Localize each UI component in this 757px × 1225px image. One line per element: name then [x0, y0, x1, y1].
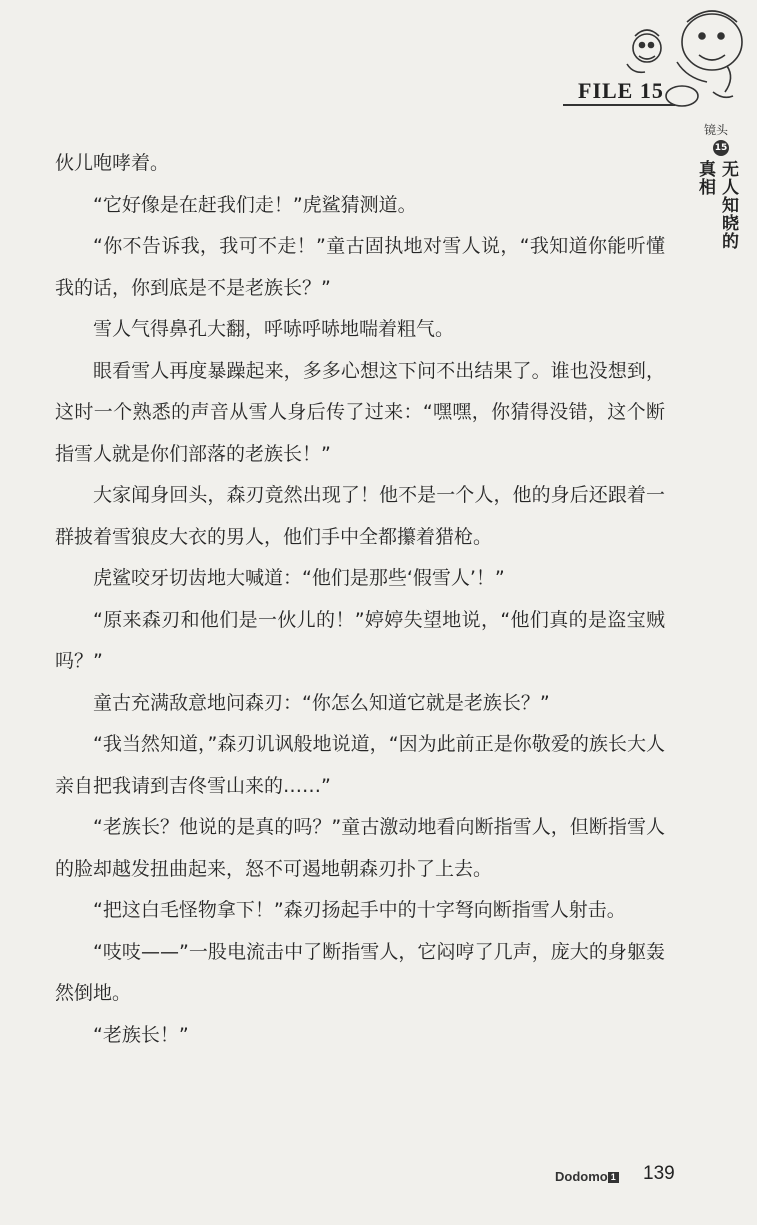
chapter-title-column-2: 真相 — [695, 160, 715, 196]
paragraph: 眼看雪人再度暴躁起来，多多心想这下问不出结果了。谁也没想到，这时一个熟悉的声音从雪人身后传了过来：“嘿嘿，你猜得没错，这个断指雪人就是你们部落的老族长！” — [55, 359, 665, 465]
paragraph: 虎鲨咬牙切齿地大喊道：“他们是那些‘假雪人’！” — [93, 567, 505, 589]
chapter-title-column-1: 无人知晓的 — [718, 160, 738, 250]
paragraph: “它好像是在赶我们走！”虎鲨猜测道。 — [93, 193, 417, 216]
brand-badge: 1 — [608, 1172, 619, 1183]
chapter-label: 镜头 — [704, 123, 729, 137]
file-label: FILE 15 — [578, 78, 664, 103]
chapter-number-badge: 15 — [713, 140, 729, 156]
paragraph: “你不告诉我，我可不走！”童古固执地对雪人说，“我知道你能听懂我的话，你到底是不是老族长？” — [55, 235, 665, 299]
paragraph: “吱吱——”一股电流击中了断指雪人，它闷哼了几声，庞大的身躯轰然倒地。 — [55, 940, 665, 1004]
paragraph: 童古充满敌意地问森刃：“你怎么知道它就是老族长？” — [93, 691, 550, 714]
paragraph: “我当然知道，”森刃讥讽般地说道，“因为此前正是你敬爱的族长大人亲自把我请到吉佟雪山来的……” — [55, 733, 665, 797]
body-text — [55, 143, 665, 1056]
paragraph: 伙儿咆哮着。 — [55, 152, 170, 174]
paragraph: “老族长？他说的是真的吗？”童古激动地看向断指雪人，但断指雪人的脸却越发扭曲起来，怒不可遏地朝森刃扑了上去。 — [55, 816, 665, 880]
paragraph: “老族长！” — [93, 1023, 189, 1046]
page-number: 139 — [643, 1163, 675, 1184]
header-rule — [563, 104, 675, 106]
paragraph: “把这白毛怪物拿下！”森刃扬起手中的十字弩向断指雪人射击。 — [93, 899, 626, 921]
paragraph: 雪人气得鼻孔大翻，呼哧呼哧地喘着粗气。 — [93, 318, 455, 340]
footer-brand — [555, 1169, 619, 1184]
brand-name: Dodomo — [555, 1169, 608, 1184]
paragraph: 大家闻身回头，森刃竟然出现了！他不是一个人，他的身后还跟着一群披着雪狼皮大衣的男人，他们手中全都攥着猎枪。 — [55, 484, 665, 548]
paragraph: “原来森刃和他们是一伙儿的！”婷婷失望地说，“他们真的是盗宝贼吗？” — [55, 608, 665, 672]
